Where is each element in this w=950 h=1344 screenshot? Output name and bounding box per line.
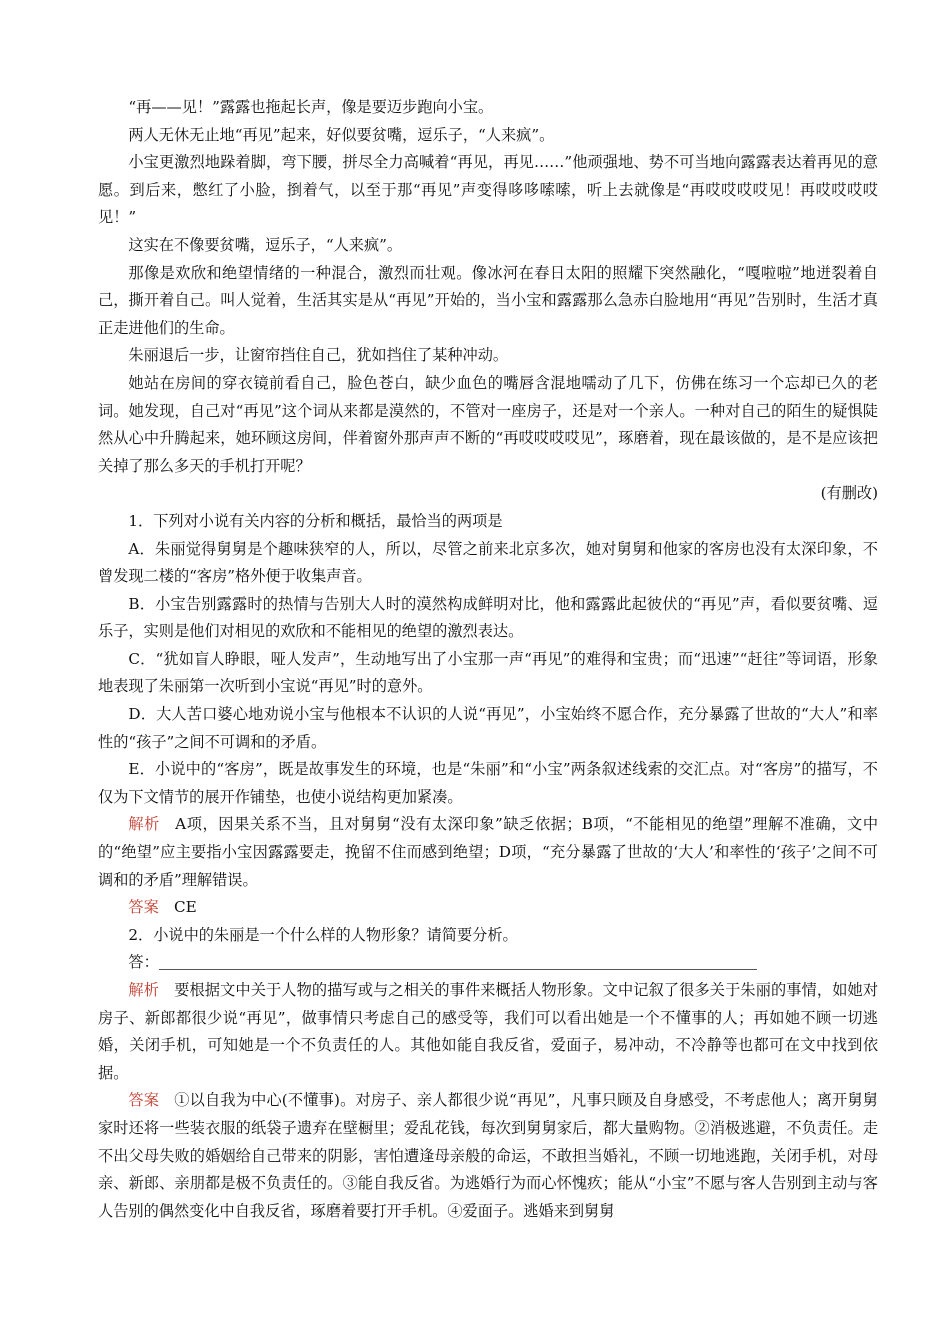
question-stem: 2．小说中的朱丽是一个什么样的人物形象？请简要分析。	[128, 925, 518, 944]
passage-paragraph: 朱丽退后一步，让窗帘挡住自己，犹如挡住了某种冲动。	[128, 346, 509, 365]
answer	[98, 1087, 878, 1225]
question-stem: 1．下列对小说有关内容的分析和概括，最恰当的两项是	[128, 511, 503, 530]
passage-paragraph: 她站在房间的穿衣镜前看自己，脸色苍白，缺少血色的嘴唇含混地嚅动了几下，仿佛在练习一个忘却已久的老词。她发现，自己对“再见”这个词从来都是漠然的，不管对一座房子，还是对一个亲人。一种对自己的陌生的疑惧陡然从心中升腾起来，她环顾这房间，伴着窗外那声声不断的“再哎哎哎哎见”，琢磨着，现在最该做的，是不是应该把关掉了那么多天的手机打开呢？	[98, 373, 878, 475]
option-b: B．小宝告别露露时的热情与告别大人时的漠然构成鲜明对比，他和露露此起彼伏的“再见”声，看似要贫嘴、逗乐子，实则是他们对相见的欢欣和不能相见的绝望的激烈表达。	[98, 594, 878, 641]
passage-paragraph: 那像是欢欣和绝望情绪的一种混合，激烈而壮观。像冰河在春日太阳的照耀下突然融化，“嘎啦啦”地迸裂着自己，撕开着自己。叫人觉着，生活其实是从“再见”开始的，当小宝和露露那么急赤白脸地用“再见”告别时，生活才真正走进他们的生命。	[98, 263, 878, 337]
analysis-label: 解析	[128, 815, 160, 834]
answer-text: ①以自我为中心(不懂事)。对房子、亲人都很少说“再见”，凡事只顾及自身感受，不考虑他人；离开舅舅家时还将一些装衣服的纸袋子遗弃在壁橱里；爱乱花钱，每次到舅舅家后，都大量购物。②消极逃避，不负责任。走不出父母失败的婚姻给自己带来的阴影，害怕遭逢母亲般的命运，不敢担当婚礼，不顾一切地逃跑，关闭手机，对母亲、新郎、亲朋都是极不负责任的。③能自我反省。为逃婚行为而心怀愧疚；能从“小宝”不愿与客人告别到主动与客人告别的偶然变化中自我反省，琢磨着要打开手机。④爱面子。逃婚来到舅舅	[98, 1091, 878, 1220]
analysis-text: 要根据文中关于人物的描写或与之相关的事件来概括人物形象。文中记叙了很多关于朱丽的事情，如她对房子、新郎都很少说“再见”，做事情只考虑自己的感受等，我们可以看出她是一个不懂事的人；再如她不顾一切逃婚，关闭手机，可知她是一个不负责任的人。其他如能自我反省，爱面子，易冲动，不冷静等也都可在文中找到依据。	[98, 981, 879, 1082]
option-e: E．小说中的“客房”，既是故事发生的环境，也是“朱丽”和“小宝”两条叙述线索的交汇点。对“客房”的描写，不仅为下文情节的展开作铺垫，也使小说结构更加紧凑。	[98, 760, 878, 806]
option-d: D．大人苦口婆心地劝说小宝与他根本不认识的人说“再见”，小宝始终不愿合作，充分暴露了世故的“大人”和率性的“孩子”之间不可调和的矛盾。	[98, 705, 878, 751]
answer-label: 答案	[128, 898, 159, 917]
answer-text: CE	[173, 898, 197, 917]
passage-paragraph: “再——见！”露露也拖起长声，像是要迈步跑向小宝。	[128, 98, 494, 116]
analysis	[98, 977, 878, 1087]
analysis-text: A项，因果关系不当，且对舅舅“没有太深印象”缺乏依据；B项，“不能相见的绝望”理解不准确，文中的“绝望”应主要指小宝因露露要走，挽留不住而感到绝望；D项，“充分暴露了世故的‘大人’和率性的‘孩子’之间不可调和的矛盾”理解错误。	[98, 815, 879, 889]
passage-paragraph: 这实在不像要贫嘴，逗乐子，“人来疯”。	[128, 235, 403, 254]
analysis	[98, 811, 878, 894]
answer-blank[interactable]	[159, 951, 757, 970]
passage-paragraph: 两人无休无止地“再见”起来，好似要贫嘴，逗乐子，“人来疯”。	[128, 125, 555, 144]
answer	[98, 894, 878, 922]
question-2	[98, 922, 878, 1226]
answer-line	[98, 949, 878, 977]
story-passage	[98, 94, 878, 508]
passage-paragraph: 小宝更激烈地跺着脚，弯下腰，拼尽全力高喊着“再见，再见……”他顽强地、势不可当地向露露表达着再见的意愿。到后来，憋红了小脸，捯着气，以至于那“再见”声变得哆哆嗦嗦，听上去就像是“再哎哎哎哎见！再哎哎哎哎见！”	[98, 153, 878, 227]
analysis-label: 解析	[128, 981, 159, 999]
option-a: A．朱丽觉得舅舅是个趣味狭窄的人，所以，尽管之前来北京多次，她对舅舅和他家的客房也没有太深印象，不曾发现二楼的“客房”格外便于收集声音。	[98, 539, 878, 586]
question-1	[98, 508, 878, 922]
answer-prompt: 答：	[128, 953, 159, 972]
option-c: C．“犹如盲人睁眼，哑人发声”，生动地写出了小宝那一声“再见”的难得和宝贵；而“迅速”“赶往”等词语，形象地表现了朱丽第一次听到小宝说“再见”时的意外。	[98, 649, 878, 696]
answer-label: 答案	[128, 1091, 160, 1110]
source-note: (有删改)	[820, 484, 878, 503]
